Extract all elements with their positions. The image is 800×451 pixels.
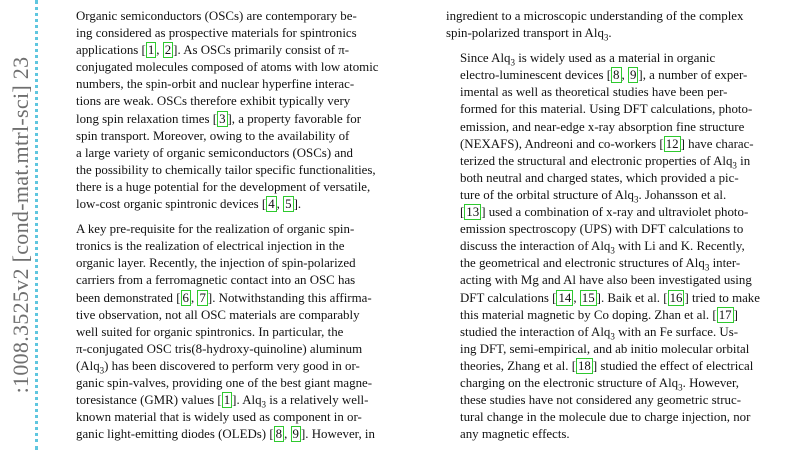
text-line: a large variety of organic semiconductors (OSCs) and — [76, 145, 353, 160]
citation-link[interactable]: 7 — [199, 290, 206, 305]
citation-link[interactable]: 17 — [718, 307, 732, 322]
text-line: toresistance (GMR) values [ 1 ]. Alq$_3$ is a relatively well- — [76, 393, 369, 410]
text-line: these studies have not considered any geometric struc- — [460, 393, 741, 408]
citation-link[interactable]: 14 — [558, 290, 572, 305]
text-line: acting with Mg and Al have also been investigated using — [460, 273, 752, 288]
text-line: well suited for organic spintronics. In particular, the — [76, 324, 344, 339]
citation-link[interactable]: 13 — [466, 205, 480, 220]
right-column — [446, 8, 800, 451]
text-line: this material magnetic by Co doping. Zhan et al. [ 17 ] — [460, 307, 738, 322]
text-line: imental as well as theoretical studies have been per- — [460, 85, 728, 100]
citation-link[interactable]: 1 — [223, 393, 231, 408]
text-line: Organic semiconductors (OSCs) are contemporary be- — [76, 9, 357, 23]
text-line: long spin relaxation times [ 3 ], a property favorable for — [76, 111, 362, 126]
text-line: numbers, the spin-orbit and nuclear hyperfine interac- — [76, 77, 355, 92]
text-line: A key pre-requisite for the realization of organic spin- — [76, 222, 355, 237]
citation-link[interactable]: 2 — [164, 43, 172, 58]
paragraph — [62, 221, 420, 443]
citation-link[interactable]: 8 — [275, 427, 283, 442]
text-line: terized the structural and electronic properties of Alq$_3$ in — [460, 153, 751, 171]
citation-link[interactable]: 15 — [581, 290, 595, 305]
citation-link[interactable]: 4 — [268, 197, 275, 212]
text-line: applications [ 1 , 2 ]. As OSCs primarily consist of π- — [76, 43, 350, 58]
citation-link[interactable]: 5 — [285, 197, 292, 212]
text-line: tural change in the molecule due to charge injection, nor — [460, 410, 751, 425]
paragraph — [446, 50, 800, 443]
text-line: tions are weak. OSCs therefore exhibit typically very — [76, 94, 351, 109]
text-line: DFT calculations [ 14 , 15 ]. Baik et al. [ 16 ] tried to make — [460, 290, 760, 305]
text-line: there is a huge potential for the development of versatile, — [76, 179, 371, 194]
text-line: tive observation, not all OSC materials are comparably — [76, 307, 360, 322]
text-line: conjugated molecules composed of atoms with low atomic — [76, 60, 379, 75]
citation-link[interactable]: 12 — [665, 136, 679, 151]
text-line: studied the interaction of Alq$_3$ with an Fe surface. Us- — [460, 324, 739, 342]
citation-link[interactable]: 9 — [292, 427, 299, 442]
left-column — [62, 8, 420, 451]
text-line: (Alq$_3$) has been discovered to perform very good in or- — [76, 358, 360, 376]
text-line: theories, Zhang et al. [ 18 ] studied the effect of electrical — [460, 358, 754, 373]
text-line: emission, and near-edge x-ray absorption fine structure — [460, 119, 745, 134]
paragraph — [446, 8, 800, 42]
citation-link[interactable]: 8 — [613, 68, 620, 83]
citation-link[interactable]: 18 — [577, 358, 591, 373]
text-line: the possibility to chemically tailor specific functionalities, — [76, 162, 376, 177]
text-line: any magnetic effects. — [460, 427, 570, 442]
text-line: ing considered as prospective materials for spintronics — [76, 26, 357, 41]
text-line: (NEXAFS), Andreoni and co-workers [ 12 ] have charac- — [460, 136, 754, 151]
text-line: [ 13 ] used a combination of x-ray and ultraviolet photo- — [460, 205, 749, 220]
text-line: spin transport. Moreover, owing to the availability of — [76, 128, 350, 143]
text-line: π-conjugated OSC tris(8-hydroxy-quinoline) aluminum — [76, 341, 363, 356]
text-line: Since Alq$_3$ is widely used as a material in organic — [460, 51, 716, 68]
citation-link[interactable]: 16 — [669, 290, 683, 305]
text-line: ganic spin-valves, providing one of the best giant magne- — [76, 375, 373, 390]
text-line: carriers from a ferromagnetic contact into an OSC has — [76, 273, 356, 288]
text-line: ganic light-emitting diodes (OLEDs) [ 8 , 9 ]. However, in — [76, 427, 375, 442]
arxiv-identifier: :1008.3525v2 [cond-mat.mtrl-sci] 23 — [8, 56, 33, 394]
text-line: been demonstrated [ 6 , 7 ]. Notwithstanding this affirma- — [76, 290, 372, 305]
text-line: ing DFT, semi-empirical, and ab initio molecular orbital — [460, 341, 750, 356]
citation-link[interactable]: 9 — [629, 68, 637, 83]
text-line: formed for this material. Using DFT calculations, photo- — [460, 102, 753, 117]
text-line: the geometrical and electronic structures of Alq$_3$ inter- — [460, 256, 741, 273]
paragraph — [62, 8, 420, 213]
text-line: tronics is the realization of electrical injection in the — [76, 239, 345, 254]
text-line: electro-luminescent devices [ 8 , 9 ], a number of exper- — [460, 68, 748, 83]
citation-link[interactable]: 6 — [182, 290, 189, 305]
text-line: emission spectroscopy (UPS) with DFT calculations to — [460, 222, 744, 237]
text-line: ingredient to a microscopic understanding of the complex — [446, 9, 744, 23]
citation-link[interactable]: 1 — [147, 43, 155, 58]
text-line: ture of the orbital structure of Alq$_3$. Johansson et al. — [460, 187, 727, 205]
text-line: known material that is widely used as component in or- — [76, 410, 362, 425]
text-line: discuss the interaction of Alq$_3$ with Li and K. Recently, — [460, 239, 745, 256]
text-line: low-cost organic spintronic devices [ 4 , 5 ]. — [76, 197, 302, 212]
arxiv-margin — [0, 0, 44, 450]
text-line: both neutral and charged states, which provided a pic- — [460, 170, 739, 185]
text-line: charging on the electronic structure of Alq$_3$. However, — [460, 375, 740, 393]
citation-link[interactable]: 3 — [219, 111, 226, 126]
text-line: organic layer. Recently, the injection of spin-polarized — [76, 256, 356, 271]
margin-dotted-rule — [35, 0, 38, 450]
text-line: spin-polarized transport in Alq$_3$. — [446, 26, 612, 43]
